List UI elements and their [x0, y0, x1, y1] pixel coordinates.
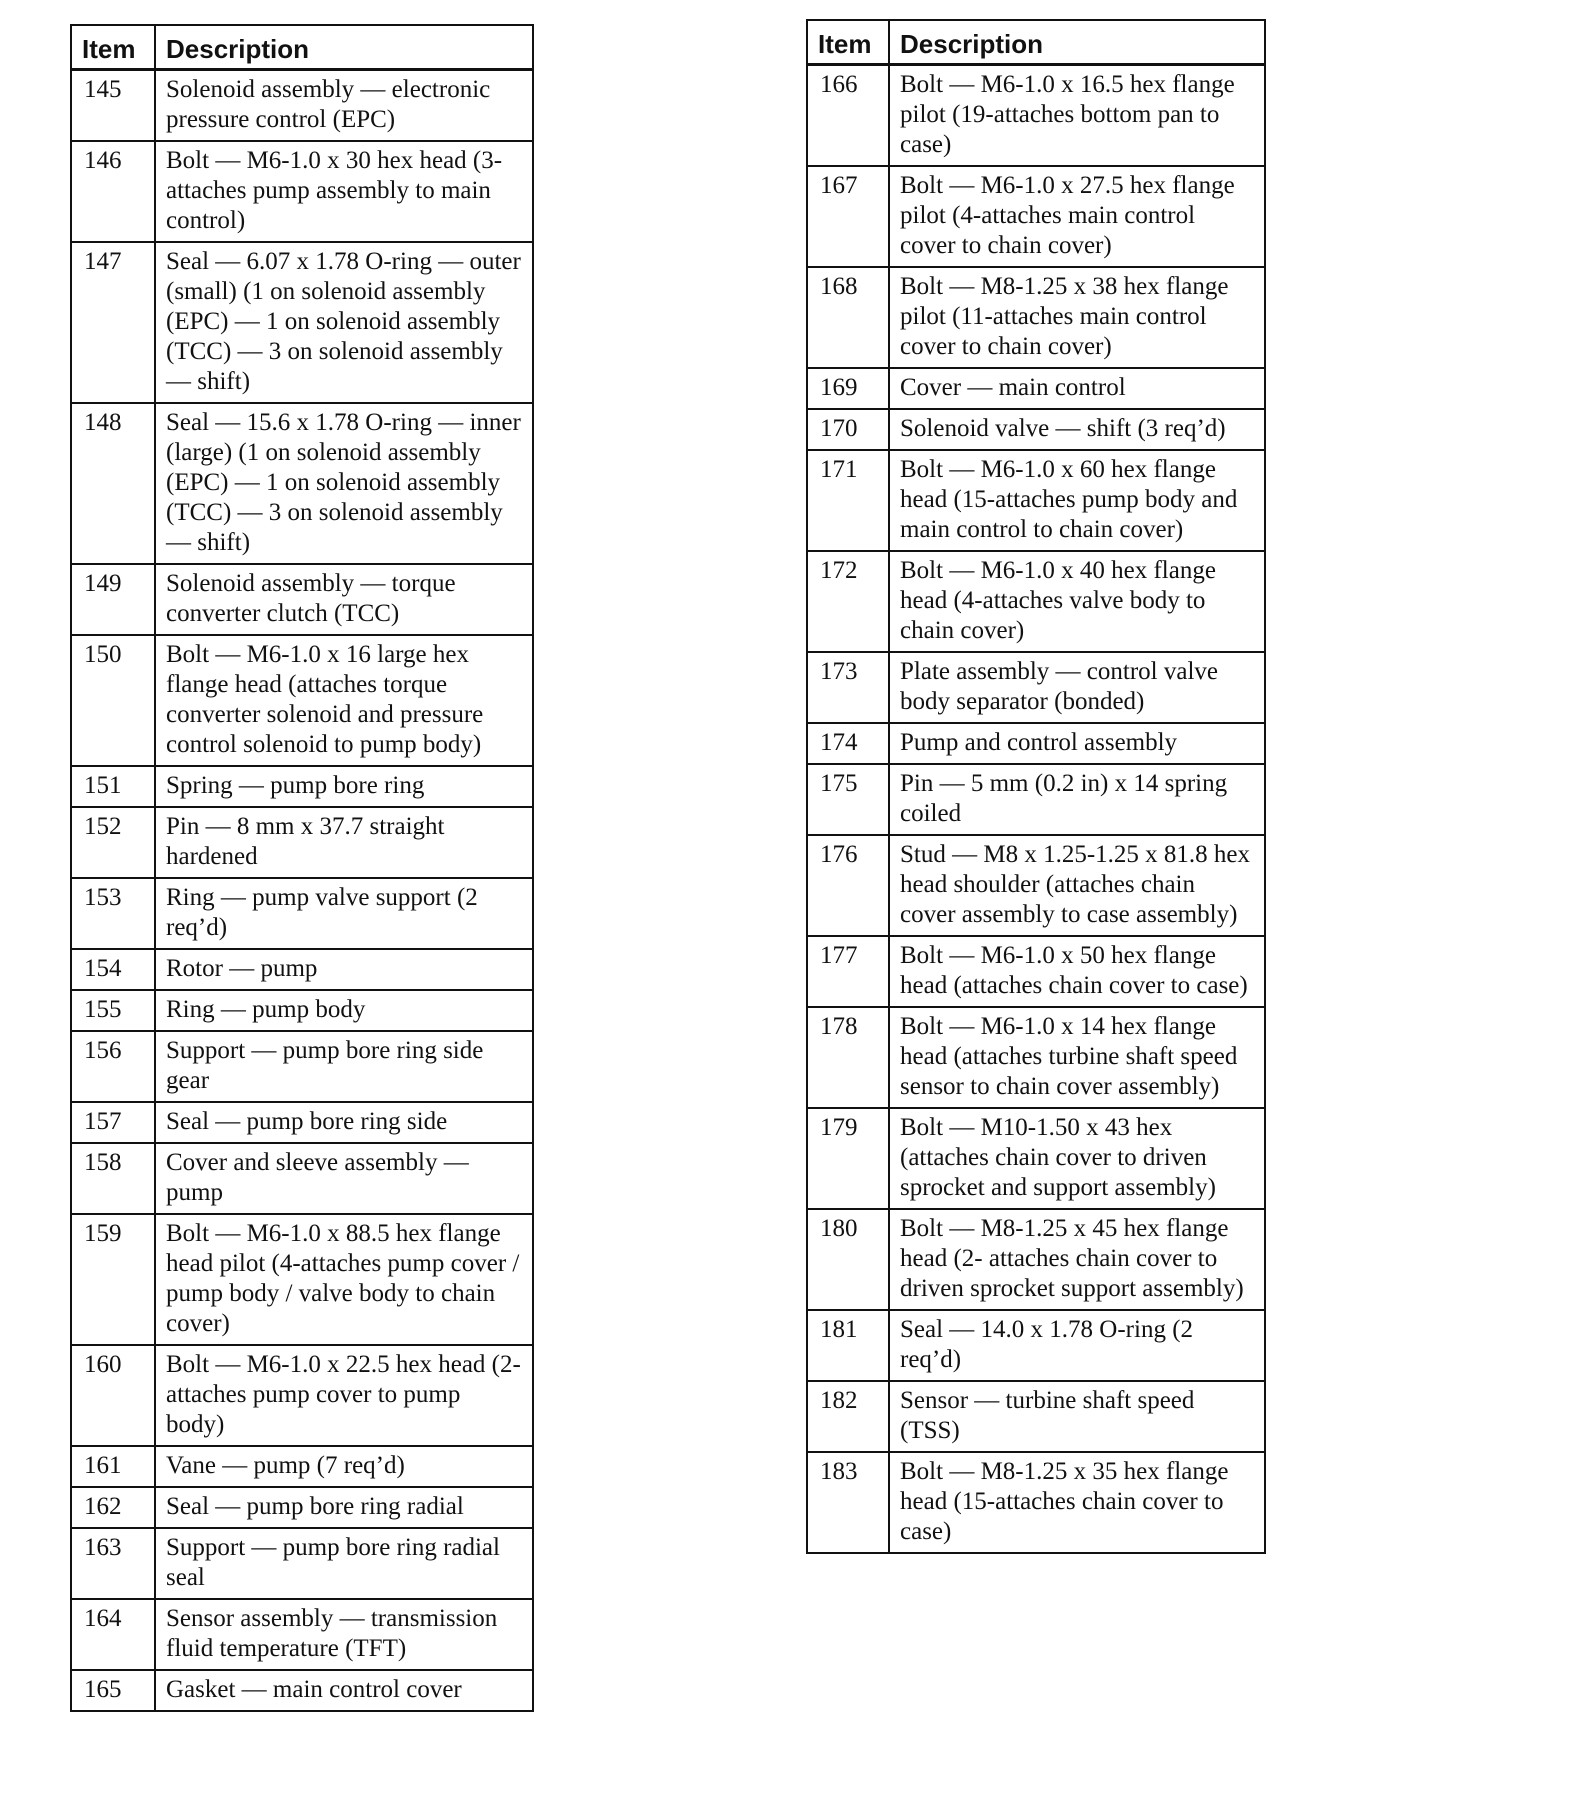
item-description: Bolt — M8-1.25 x 38 hex flange pilot (11-attaches main control cover to chain cover) — [889, 267, 1265, 368]
item-number: 156 — [71, 1031, 155, 1102]
table-row — [71, 1102, 533, 1143]
item-description: Vane — pump (7 req’d) — [155, 1446, 533, 1487]
table-row — [71, 635, 533, 766]
table-row — [807, 409, 1265, 450]
item-number: 152 — [71, 807, 155, 878]
item-number: 147 — [71, 242, 155, 403]
table-row — [71, 1446, 533, 1487]
item-description: Solenoid valve — shift (3 req’d) — [889, 409, 1265, 450]
item-description: Bolt — M6-1.0 x 16 large hex flange head (attaches torque converter solenoid and pressure control solenoid to pump body) — [155, 635, 533, 766]
table-row — [807, 1310, 1265, 1381]
item-number: 145 — [71, 70, 155, 142]
table-row — [71, 1487, 533, 1528]
table-row — [807, 267, 1265, 368]
item-number: 179 — [807, 1108, 889, 1209]
item-description: Bolt — M6-1.0 x 30 hex head (3-attaches pump assembly to main control) — [155, 141, 533, 242]
item-description: Bolt — M6-1.0 x 40 hex flange head (4-attaches valve body to chain cover) — [889, 551, 1265, 652]
item-description: Seal — 6.07 x 1.78 O-ring — outer (small) (1 on solenoid assembly (EPC) — 1 on solenoid assembly (TCC) — 3 on solenoid assembly — shift) — [155, 242, 533, 403]
table-row — [71, 403, 533, 564]
header-row — [71, 25, 533, 70]
item-description: Spring — pump bore ring — [155, 766, 533, 807]
item-description: Seal — pump bore ring radial — [155, 1487, 533, 1528]
item-description: Gasket — main control cover — [155, 1670, 533, 1711]
table-row — [807, 1209, 1265, 1310]
item-number: 183 — [807, 1452, 889, 1553]
item-number: 149 — [71, 564, 155, 635]
item-description: Seal — 14.0 x 1.78 O-ring (2 req’d) — [889, 1310, 1265, 1381]
table-row — [807, 450, 1265, 551]
item-description: Stud — M8 x 1.25-1.25 x 81.8 hex head shoulder (attaches chain cover assembly to case assembly) — [889, 835, 1265, 936]
item-number: 175 — [807, 764, 889, 835]
item-description: Bolt — M8-1.25 x 45 hex flange head (2- attaches chain cover to driven sprocket support assembly) — [889, 1209, 1265, 1310]
item-description: Bolt — M6-1.0 x 27.5 hex flange pilot (4-attaches main control cover to chain cover) — [889, 166, 1265, 267]
description-column-header: Description — [155, 25, 533, 70]
item-description: Pin — 5 mm (0.2 in) x 14 spring coiled — [889, 764, 1265, 835]
item-number: 181 — [807, 1310, 889, 1381]
table-row — [807, 1452, 1265, 1553]
header-row — [807, 20, 1265, 65]
table-row — [807, 723, 1265, 764]
item-number: 154 — [71, 949, 155, 990]
item-description: Cover — main control — [889, 368, 1265, 409]
item-number: 157 — [71, 1102, 155, 1143]
item-description: Bolt — M6-1.0 x 50 hex flange head (attaches chain cover to case) — [889, 936, 1265, 1007]
table-row — [807, 1381, 1265, 1452]
item-number: 150 — [71, 635, 155, 766]
item-description: Pump and control assembly — [889, 723, 1265, 764]
item-description: Solenoid assembly — electronic pressure control (EPC) — [155, 70, 533, 142]
item-description: Sensor assembly — transmission fluid temperature (TFT) — [155, 1599, 533, 1670]
item-number: 158 — [71, 1143, 155, 1214]
item-description: Cover and sleeve assembly — pump — [155, 1143, 533, 1214]
item-description: Solenoid assembly — torque converter clutch (TCC) — [155, 564, 533, 635]
item-description: Bolt — M6-1.0 x 88.5 hex flange head pilot (4-attaches pump cover / pump body / valve body to chain cover) — [155, 1214, 533, 1345]
item-description: Bolt — M6-1.0 x 60 hex flange head (15-attaches pump body and main control to chain cover) — [889, 450, 1265, 551]
item-description: Bolt — M8-1.25 x 35 hex flange head (15-attaches chain cover to case) — [889, 1452, 1265, 1553]
item-description: Rotor — pump — [155, 949, 533, 990]
item-column-header: Item — [71, 25, 155, 70]
item-description: Bolt — M6-1.0 x 14 hex flange head (attaches turbine shaft speed sensor to chain cover assembly) — [889, 1007, 1265, 1108]
table-row — [71, 1599, 533, 1670]
item-number: 151 — [71, 766, 155, 807]
item-column-header: Item — [807, 20, 889, 65]
item-number: 160 — [71, 1345, 155, 1446]
item-description: Bolt — M6-1.0 x 22.5 hex head (2-attaches pump cover to pump body) — [155, 1345, 533, 1446]
item-number: 159 — [71, 1214, 155, 1345]
table-row — [71, 242, 533, 403]
item-description: Support — pump bore ring side gear — [155, 1031, 533, 1102]
parts-table-right — [806, 19, 1266, 1554]
parts-table-left-body — [71, 70, 533, 1712]
item-number: 172 — [807, 551, 889, 652]
table-row — [807, 551, 1265, 652]
item-description: Seal — pump bore ring side — [155, 1102, 533, 1143]
parts-table-left — [70, 24, 534, 1712]
item-number: 148 — [71, 403, 155, 564]
item-number: 168 — [807, 267, 889, 368]
item-number: 165 — [71, 1670, 155, 1711]
item-number: 166 — [807, 65, 889, 167]
item-description: Seal — 15.6 x 1.78 O-ring — inner (large) (1 on solenoid assembly (EPC) — 1 on solenoid assembly (TCC) — 3 on solenoid assembly — shift) — [155, 403, 533, 564]
description-column-header: Description — [889, 20, 1265, 65]
item-description: Pin — 8 mm x 37.7 straight hardened — [155, 807, 533, 878]
table-row — [807, 652, 1265, 723]
item-number: 161 — [71, 1446, 155, 1487]
table-row — [71, 807, 533, 878]
table-row — [71, 70, 533, 142]
item-number: 174 — [807, 723, 889, 764]
item-description: Ring — pump body — [155, 990, 533, 1031]
table-row — [807, 764, 1265, 835]
table-row — [71, 1214, 533, 1345]
item-number: 182 — [807, 1381, 889, 1452]
item-number: 155 — [71, 990, 155, 1031]
item-number: 176 — [807, 835, 889, 936]
table-row — [71, 990, 533, 1031]
item-description: Ring — pump valve support (2 req’d) — [155, 878, 533, 949]
item-number: 163 — [71, 1528, 155, 1599]
table-row — [807, 936, 1265, 1007]
item-number: 173 — [807, 652, 889, 723]
item-number: 153 — [71, 878, 155, 949]
table-row — [71, 1670, 533, 1711]
table-row — [71, 1345, 533, 1446]
item-number: 169 — [807, 368, 889, 409]
item-number: 171 — [807, 450, 889, 551]
item-description: Bolt — M6-1.0 x 16.5 hex flange pilot (19-attaches bottom pan to case) — [889, 65, 1265, 167]
table-row — [71, 878, 533, 949]
item-description: Bolt — M10-1.50 x 43 hex (attaches chain cover to driven sprocket and support assembly) — [889, 1108, 1265, 1209]
parts-table-right-body — [807, 65, 1265, 1554]
item-description: Support — pump bore ring radial seal — [155, 1528, 533, 1599]
table-row — [71, 564, 533, 635]
item-number: 178 — [807, 1007, 889, 1108]
table-row — [71, 141, 533, 242]
table-row — [71, 766, 533, 807]
item-number: 167 — [807, 166, 889, 267]
table-row — [807, 835, 1265, 936]
item-description: Sensor — turbine shaft speed (TSS) — [889, 1381, 1265, 1452]
item-number: 162 — [71, 1487, 155, 1528]
item-number: 177 — [807, 936, 889, 1007]
table-row — [807, 368, 1265, 409]
item-number: 164 — [71, 1599, 155, 1670]
item-number: 170 — [807, 409, 889, 450]
item-number: 180 — [807, 1209, 889, 1310]
table-row — [807, 1108, 1265, 1209]
item-number: 146 — [71, 141, 155, 242]
table-row — [807, 166, 1265, 267]
table-row — [71, 1031, 533, 1102]
table-row — [71, 1528, 533, 1599]
item-description: Plate assembly — control valve body separator (bonded) — [889, 652, 1265, 723]
table-row — [807, 1007, 1265, 1108]
table-row — [71, 949, 533, 990]
table-row — [71, 1143, 533, 1214]
table-row — [807, 65, 1265, 167]
